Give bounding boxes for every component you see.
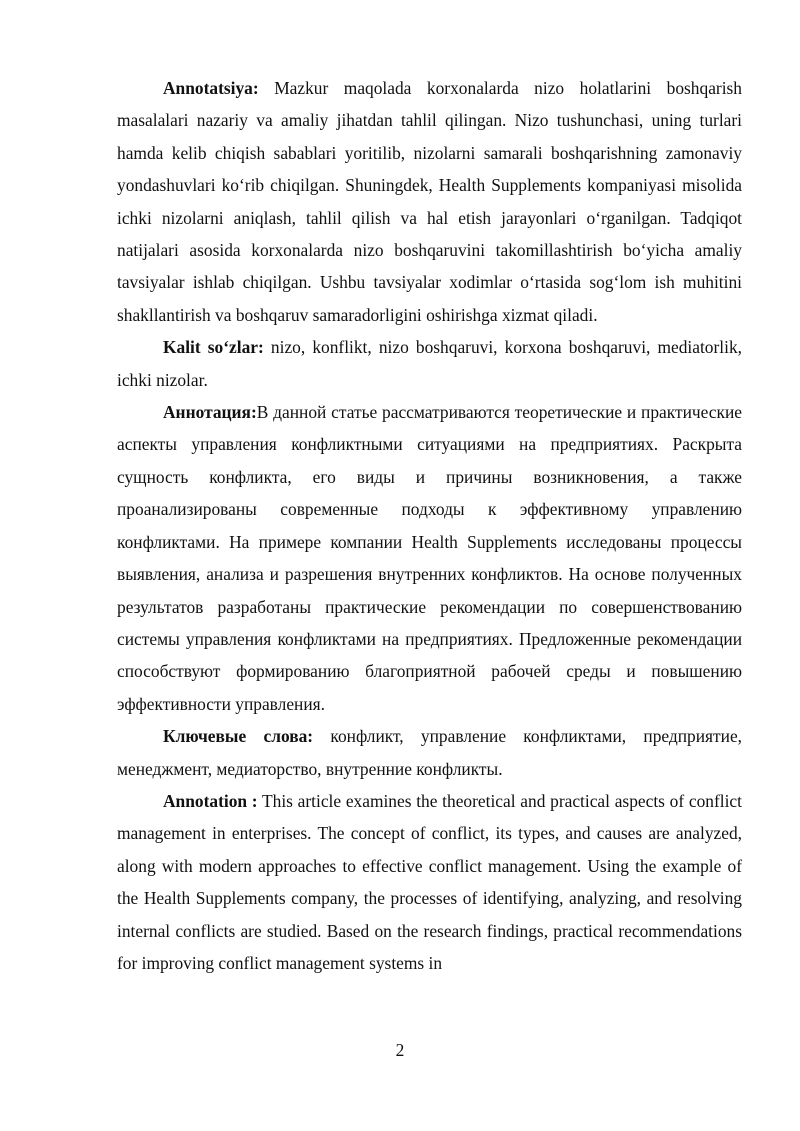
abstract-uzbek-text: Mazkur maqolada korxonalarda nizo holatlarini boshqarish masalalari nazariy va amaliy jihatdan tahlil qilingan. Nizo tushunchasi, uning turlari hamda kelib chiqish sabablari yoritilib, nizolarni samarali boshqarishning zamonaviy yondashuvlari ko‘rib chiqilgan. Shuningdek, Health Supplements kompaniyasi misolida ichki nizolarni aniqlash, tahlil qilish va hal etish jarayonlari o‘rganilgan. Tadqiqot natijalari asosida korxonalarda nizo boshqaruvini takomillashtirish bo‘yicha amaliy tavsiyalar ishlab chiqilgan. Ushbu tavsiyalar xodimlar o‘rtasida sog‘lom ish muhitini shakllantirish va boshqaruv samaradorligini oshirishga xizmat qiladi.: [117, 78, 742, 325]
abstract-russian: [117, 396, 742, 720]
abstract-english-text: This article examines the theoretical and practical aspects of conflict management in enterprises. The concept of conflict, its types, and causes are analyzed, along with modern approaches to effective conflict management. Using the example of the Health Supplements company, the processes of identifying, analyzing, and resolving internal conflicts are studied. Based on the research findings, practical recommendations for improving conflict management systems in: [117, 790, 742, 973]
keywords-russian: [117, 720, 742, 785]
abstract-russian-text: В данной статье рассматриваются теоретические и практические аспекты управления конфликтными ситуациями на предприятиях. Раскрыта сущность конфликта, его виды и причины возникновения, а также проанализированы современные подходы к эффективному управлению конфликтами. На примере компании Health Supplements исследованы процессы выявления, анализа и разрешения внутренних конфликтов. На основе полученных результатов разработаны практические рекомендации по совершенствованию системы управления конфликтами на предприятиях. Предложенные рекомендации способствуют формированию благоприятной рабочей среды и повышению эффективности управления.: [117, 402, 742, 714]
abstract-english-label: Annotation :: [163, 790, 258, 811]
page-number: 2: [395, 1040, 405, 1060]
abstract-russian-label: Аннотация:: [163, 402, 257, 423]
abstract-uzbek-label: Annotatsiya:: [163, 78, 259, 98]
keywords-uzbek: [117, 331, 742, 396]
document-page: [117, 72, 742, 979]
keywords-uzbek-label: Kalit so‘zlar:: [163, 337, 264, 358]
keywords-russian-label: Ключевые слова:: [163, 726, 314, 747]
keywords-russian-text: конфликт, управление конфликтами, предприятие, менеджмент, медиаторство, внутренние конфликты.: [117, 726, 743, 779]
abstract-english: [117, 785, 742, 979]
abstract-uzbek: [117, 72, 742, 331]
keywords-uzbek-text: nizo, konflikt, nizo boshqaruvi, korxona boshqaruvi, mediatorlik, ichki nizolar.: [117, 337, 742, 390]
